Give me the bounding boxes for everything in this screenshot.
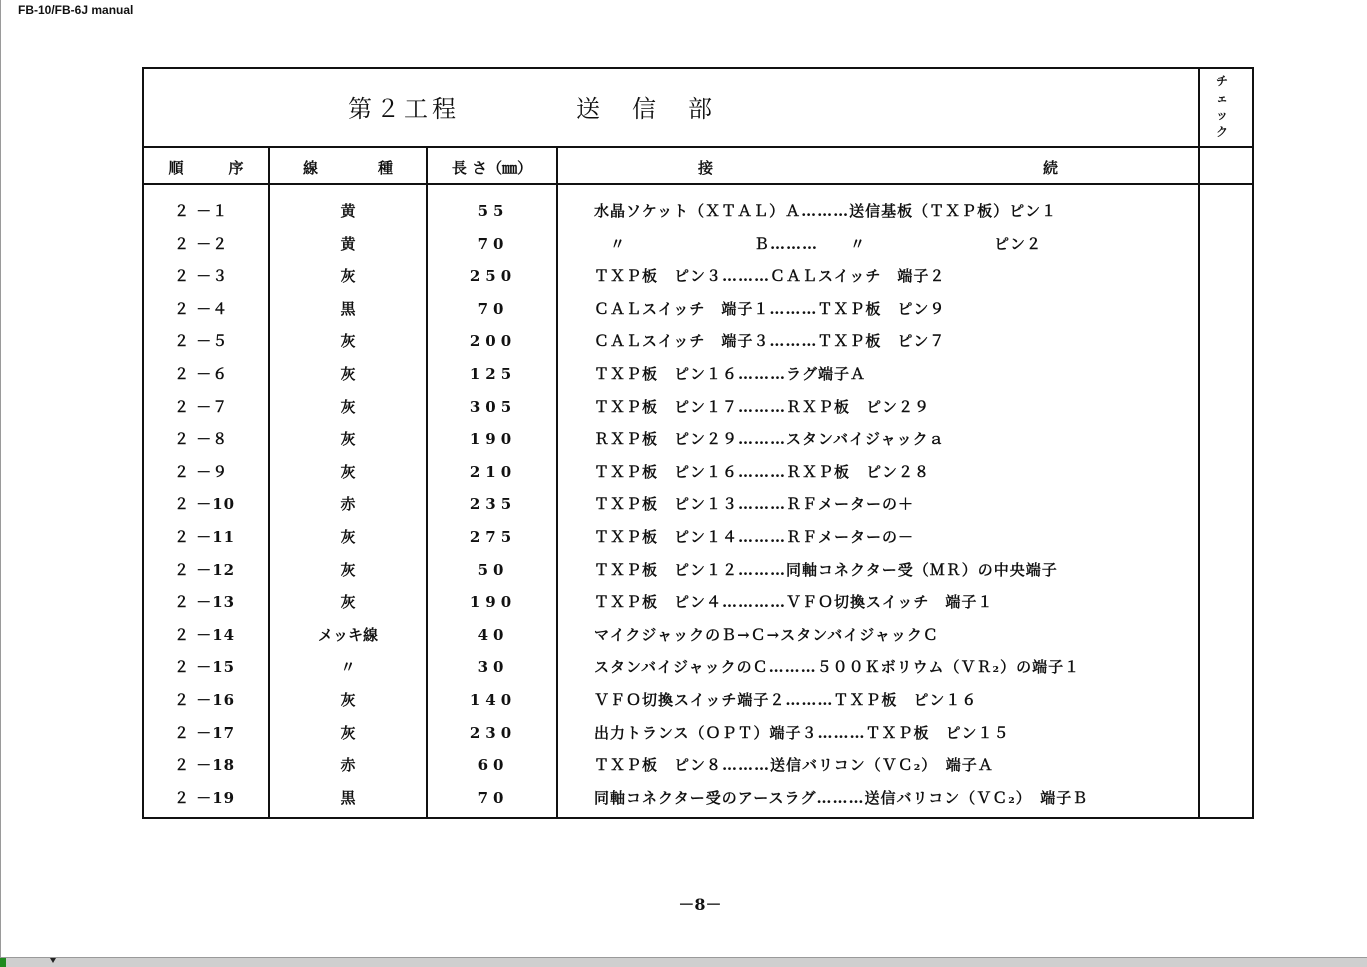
section-title: 送 信 部 (576, 95, 716, 123)
row-seq: ２ －17 (174, 723, 236, 742)
table-row (144, 554, 1252, 587)
row-connection: 水晶ソケット（ＸＴＡＬ）Ａ………送信基板（ＴＸＰ板）ピン１ (594, 202, 1058, 220)
row-seq: ２ －16 (174, 690, 236, 709)
table-row (144, 423, 1252, 456)
table-row (144, 586, 1252, 619)
column-header-length: 長 さ（㎜） (451, 159, 533, 177)
row-connection: 〃 Ｂ……… 〃 ピン２ (594, 234, 1043, 253)
table-row (144, 358, 1252, 391)
row-connection: ＣＡＬスイッチ 端子１………ＴＸＰ板 ピン９ (594, 299, 946, 318)
row-wire: 灰 (340, 527, 356, 546)
table-row (144, 619, 1252, 652)
row-wire: 灰 (340, 723, 356, 742)
table-row (144, 293, 1252, 326)
row-wire: 黄 (340, 202, 356, 220)
header-divider (144, 183, 1252, 185)
row-connection: ＶＦＯ切換スイッチ端子２………ＴＸＰ板 ピン１６ (594, 690, 978, 709)
row-connection: ＴＸＰ板 ピン４…………ＶＦＯ切換スイッチ 端子１ (594, 593, 994, 612)
row-length: 125 (469, 364, 517, 383)
row-length: 235 (469, 495, 517, 514)
row-wire: 灰 (340, 593, 356, 612)
row-length: 30 (477, 658, 509, 677)
page-number: －8－ (678, 895, 722, 914)
row-seq: ２ －３ (174, 267, 229, 286)
row-seq: ２ －15 (174, 658, 236, 677)
table-body (144, 195, 1252, 814)
row-connection: ＴＸＰ板 ピン１７………ＲＸＰ板 ピン２９ (594, 397, 931, 416)
viewer-status-bar (0, 957, 1367, 967)
row-length: 140 (469, 690, 517, 709)
row-wire: 赤 (340, 495, 356, 514)
table-row (144, 228, 1252, 261)
row-wire: 灰 (340, 397, 356, 416)
row-length: 305 (469, 397, 517, 416)
row-wire: 赤 (340, 756, 356, 775)
row-wire: 灰 (340, 267, 356, 286)
row-connection: ＴＸＰ板 ピン１２………同軸コネクター受（ＭＲ）の中央端子 (594, 560, 1058, 579)
row-connection: ＣＡＬスイッチ 端子３………ＴＸＰ板 ピン７ (594, 332, 946, 351)
row-seq: ２ －19 (174, 788, 236, 807)
table-row (144, 521, 1252, 554)
row-connection: ＴＸＰ板 ピン３………ＣＡＬスイッチ 端子２ (594, 267, 946, 286)
row-length: 70 (477, 234, 509, 253)
row-length: 70 (477, 788, 509, 807)
row-wire: 灰 (340, 462, 356, 481)
table-row (144, 325, 1252, 358)
table-row (144, 651, 1252, 684)
row-wire: 灰 (340, 364, 356, 383)
row-length: 190 (469, 593, 517, 612)
row-length: 40 (477, 625, 509, 644)
row-length: 50 (477, 560, 509, 579)
row-connection: マイクジャックのＢ→Ｃ→スタンバイジャックＣ (594, 625, 939, 644)
row-connection: スタンバイジャックのＣ………５００Ｋボリウム（ＶＲ₂）の端子１ (594, 658, 1081, 677)
row-seq: ２ －18 (174, 756, 236, 775)
row-seq: ２ －２ (174, 234, 229, 253)
row-length: 230 (469, 723, 517, 742)
row-seq: ２ －４ (174, 299, 229, 318)
row-connection: ＴＸＰ板 ピン１４………ＲＦメーターの－ (594, 527, 915, 546)
row-connection: 出力トランス（ＯＰＴ）端子３………ＴＸＰ板 ピン１５ (594, 723, 1010, 742)
row-length: 55 (477, 202, 509, 220)
table-row (144, 717, 1252, 750)
row-length: 70 (477, 299, 509, 318)
row-seq: ２ －14 (174, 625, 236, 644)
row-seq: ２ －12 (174, 560, 236, 579)
row-seq: ２ －９ (174, 462, 229, 481)
row-wire: 黄 (340, 234, 356, 253)
row-wire: 黒 (340, 788, 356, 807)
row-connection: ＲＸＰ板 ピン２９………スタンバイジャックａ (594, 430, 945, 449)
row-seq: ２ －７ (174, 397, 229, 416)
row-wire: 黒 (340, 299, 356, 318)
row-connection: ＴＸＰ板 ピン１６………ＲＸＰ板 ピン２８ (594, 462, 931, 481)
title-divider (144, 146, 1252, 148)
document-header-title: FB-10/FB-6J manual (18, 3, 134, 17)
column-header-seq: 順 序 (168, 159, 244, 177)
row-seq: ２ －８ (174, 430, 229, 449)
row-length: 200 (469, 332, 517, 351)
table-row (144, 195, 1252, 228)
table-row (144, 260, 1252, 293)
status-indicator-icon (0, 958, 6, 967)
row-seq: ２ －１ (174, 202, 229, 220)
page-marker-icon (50, 958, 56, 963)
row-wire: 灰 (340, 560, 356, 579)
row-connection: ＴＸＰ板 ピン１６………ラグ端子Ａ (594, 364, 867, 383)
table-row (144, 782, 1252, 815)
check-column-label: チ ェ ッ ク (1215, 74, 1228, 139)
row-wire: 〃 (340, 658, 356, 677)
column-header-wire: 線 種 (302, 159, 393, 177)
row-connection: ＴＸＰ板 ピン１３………ＲＦメーターの＋ (594, 495, 915, 514)
row-length: 190 (469, 430, 517, 449)
table-row (144, 749, 1252, 782)
table-row (144, 391, 1252, 424)
row-seq: ２ －11 (174, 527, 236, 546)
row-seq: ２ －10 (174, 495, 236, 514)
page-left-edge (0, 0, 1, 957)
row-wire: 灰 (340, 332, 356, 351)
row-connection: 同軸コネクター受のアースラグ………送信バリコン（ＶＣ₂） 端子Ｂ (594, 788, 1089, 807)
row-seq: ２ －13 (174, 593, 236, 612)
table-row (144, 488, 1252, 521)
row-connection: ＴＸＰ板 ピン８………送信バリコン（ＶＣ₂） 端子Ａ (594, 756, 994, 775)
row-length: 60 (477, 756, 509, 775)
row-seq: ２ －５ (174, 332, 229, 351)
row-length: 250 (469, 267, 517, 286)
row-wire: 灰 (340, 690, 356, 709)
row-length: 210 (469, 462, 517, 481)
column-header-connection: 接 続 (697, 159, 1058, 177)
row-wire: メッキ線 (317, 625, 378, 644)
process-step-title: 第２工程 (348, 95, 460, 123)
table-row (144, 456, 1252, 489)
wiring-table (142, 67, 1254, 819)
row-wire: 灰 (340, 430, 356, 449)
row-length: 275 (469, 527, 517, 546)
row-seq: ２ －６ (174, 364, 229, 383)
table-row (144, 684, 1252, 717)
